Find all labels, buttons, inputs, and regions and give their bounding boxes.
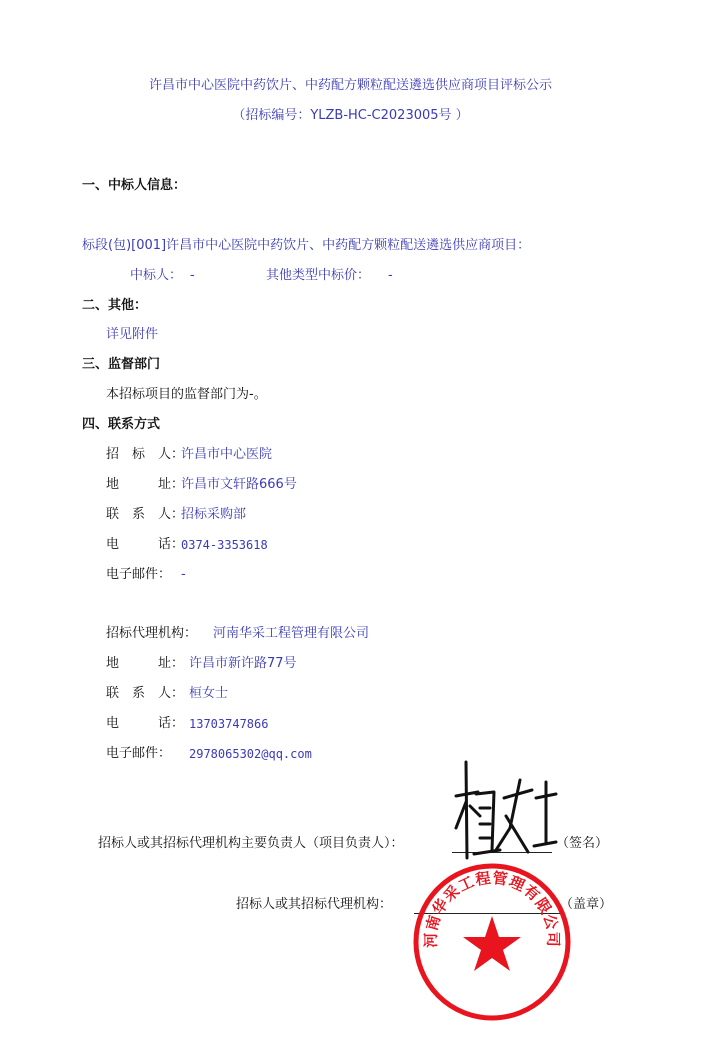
lot-description: 标段(包)[001]许昌市中心医院中药饮片、中药配方颗粒配送遴选供应商项目： (82, 238, 531, 253)
signature-suffix: （签名） (556, 836, 609, 851)
signature-strokes (456, 762, 556, 858)
price-label: 其他类型中标价： (266, 268, 371, 283)
section-heading-other: 二、其他： (82, 298, 148, 313)
agency-label: 招标代理机构： (106, 626, 198, 641)
agency-contact-value: 桓女士 (189, 686, 229, 701)
section-heading-supervision: 三、监督部门 (82, 357, 161, 372)
company-seal (410, 860, 574, 1024)
agency-address-label: 地 址： (106, 656, 185, 671)
tenderer-contact-label: 联 系 人： (106, 507, 185, 522)
seal-suffix: （盖章） (560, 897, 613, 912)
tenderer-label: 招 标 人： (106, 447, 185, 462)
section-heading-winner-info: 一、中标人信息： (82, 178, 187, 193)
handwritten-signature (452, 758, 562, 868)
other-content: 详见附件 (106, 327, 159, 342)
agency-phone-value: 13703747866 (189, 717, 269, 731)
tenderer-address-label: 地 址： (106, 477, 185, 492)
agency-address-value: 许昌市新许路77号 (189, 656, 297, 671)
winner-value: - (190, 268, 195, 283)
tenderer-contact-value: 招标采购部 (181, 507, 247, 522)
agency-contact-label: 联 系 人： (106, 686, 185, 701)
tenderer-email-value: - (181, 567, 186, 582)
tenderer-phone-value: 0374-3353618 (181, 538, 268, 552)
winner-label: 中标人： (130, 268, 183, 283)
section-heading-contact: 四、联系方式 (82, 417, 161, 432)
supervision-content: 本招标项目的监督部门为-。 (106, 387, 267, 402)
seal-star-icon (463, 916, 521, 971)
agency-email-value: 2978065302@qq.com (189, 747, 312, 761)
tenderer-email-label: 电子邮件： (106, 567, 172, 582)
tenderer-value: 许昌市中心医院 (181, 447, 273, 462)
project-number: （招标编号：YLZB-HC-C2023005号 ） (232, 108, 469, 123)
seal-arc-text: 河南华采工程管理有限公司 (421, 868, 563, 948)
tenderer-address-value: 许昌市文轩路666号 (181, 477, 297, 492)
responsible-label: 招标人或其招标代理机构主要负责人（项目负责人）： (98, 836, 404, 851)
agency-phone-label: 电 话： (106, 716, 185, 731)
price-value: - (388, 268, 393, 283)
organization-label: 招标人或其招标代理机构： (236, 897, 393, 912)
document-title: 许昌市中心医院中药饮片、中药配方颗粒配送遴选供应商项目评标公示 (148, 78, 552, 93)
agency-email-label: 电子邮件： (106, 746, 172, 761)
agency-value: 河南华采工程管理有限公司 (213, 626, 370, 641)
tenderer-phone-label: 电 话： (106, 537, 185, 552)
